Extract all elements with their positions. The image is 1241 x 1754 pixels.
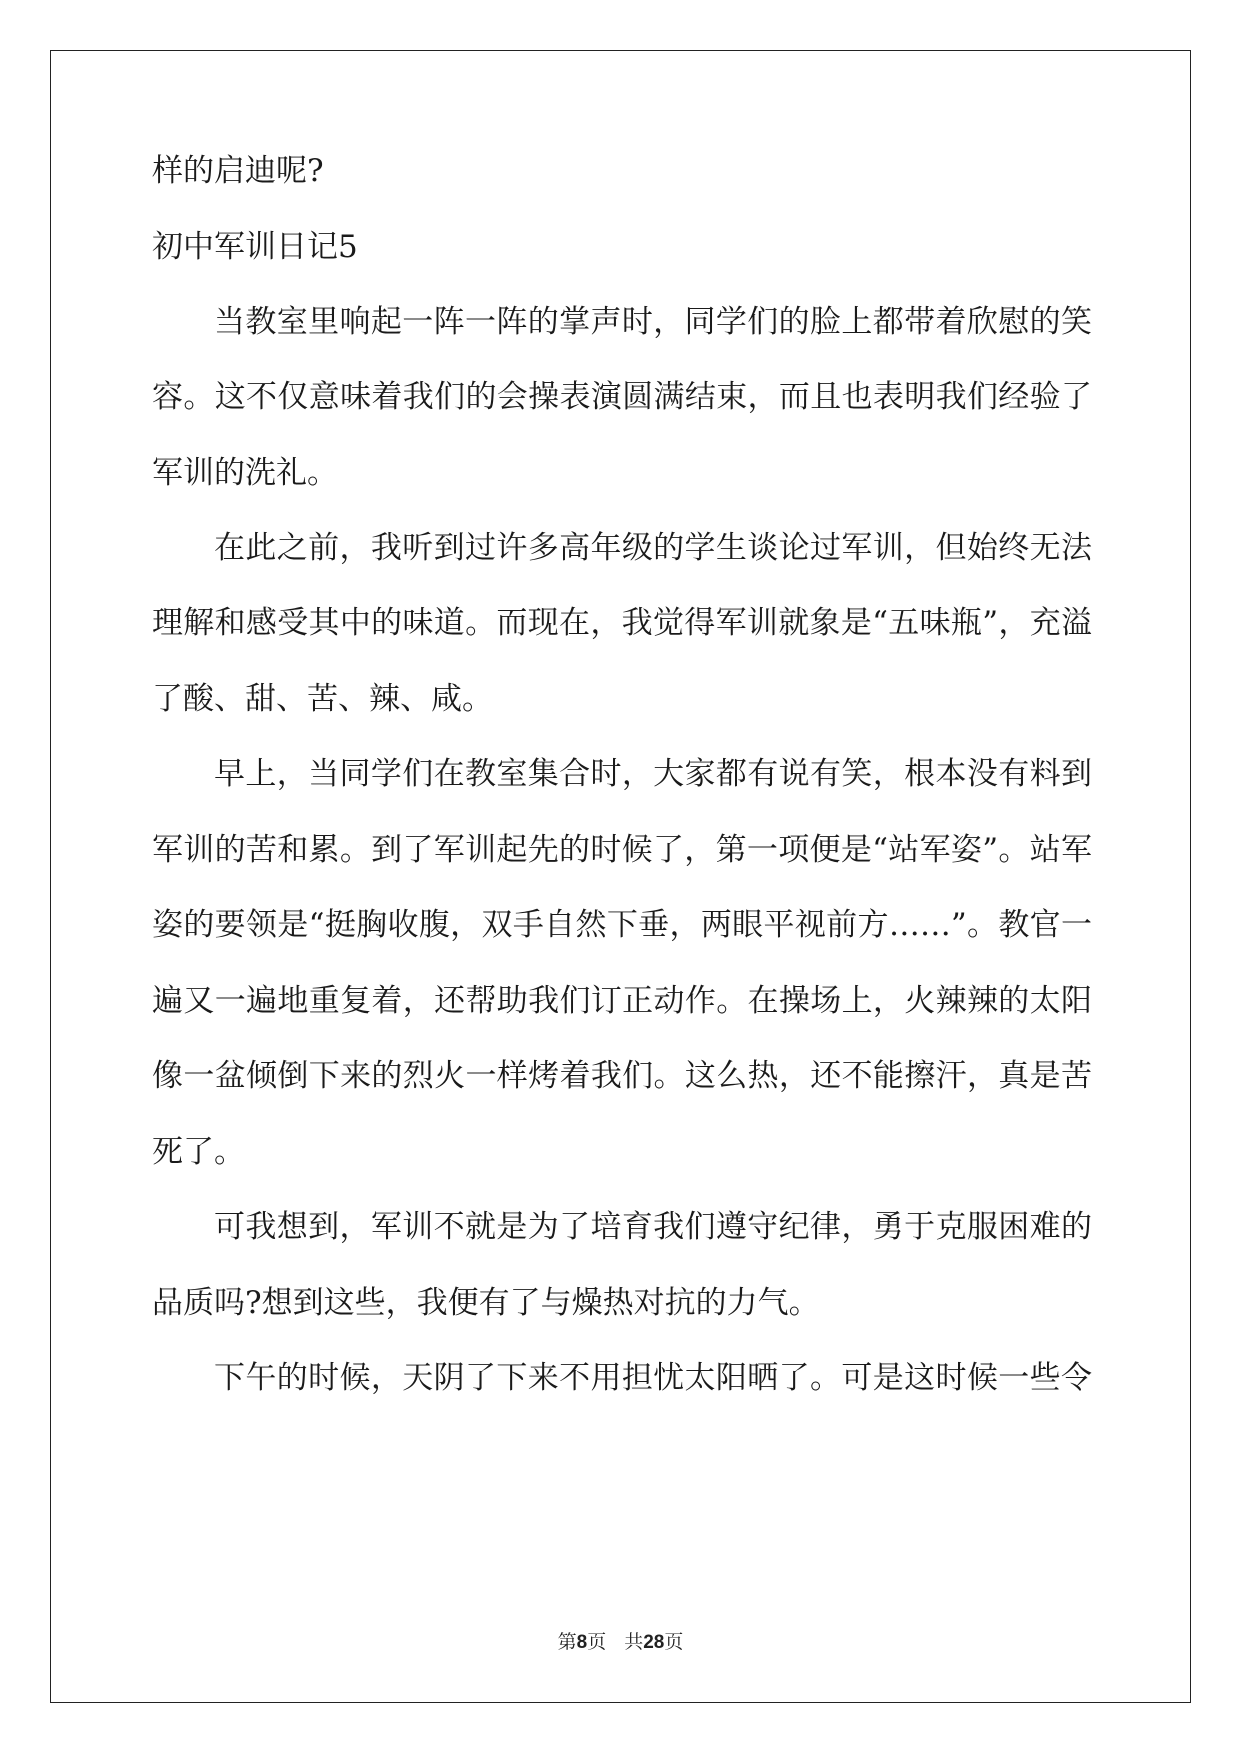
paragraph-line: 在此之前，我听到过许多高年级的学生谈论过军训，但始终无法 [214,530,1092,566]
page-number: 8 [576,1632,588,1653]
paragraph-line: 理解和感受其中的味道。而现在，我觉得军训就象是“五味瓶”，充溢 [152,605,1092,641]
paragraph-line: 姿的要领是“挺胸收腹，双手自然下垂，两眼平视前方……”。教官一 [152,907,1092,943]
paragraph-line: 品质吗?想到这些，我便有了与燥热对抗的力气。 [152,1285,820,1321]
section-heading: 初中军训日记5 [152,229,358,265]
paragraph-line: 军训的洗礼。 [152,455,338,491]
paragraph-line: 了酸、甜、苦、辣、咸。 [152,681,493,717]
page-border [50,50,1191,1703]
page-footer [0,1630,1241,1655]
paragraph-line: 死了。 [152,1134,245,1170]
total-prefix: 共 [624,1631,644,1653]
paragraph-line: 军训的苦和累。到了军训起先的时候了，第一项便是“站军姿”。站军 [152,832,1092,868]
paragraph-line: 下午的时候，天阴了下来不用担忧太阳晒了。可是这时候一些令 [214,1360,1092,1396]
text-line: 样的启迪呢? [152,153,324,189]
paragraph-line: 容。这不仅意味着我们的会操表演圆满结束，而且也表明我们经验了 [152,379,1092,415]
total-pages: 28 [643,1632,665,1653]
page-suffix: 页 [587,1631,607,1653]
total-suffix: 页 [664,1631,684,1653]
paragraph-line: 早上，当同学们在教室集合时，大家都有说有笑，根本没有料到 [214,756,1092,792]
paragraph-line: 可我想到，军训不就是为了培育我们遵守纪律，勇于克服困难的 [214,1209,1092,1245]
paragraph-line: 像一盆倾倒下来的烈火一样烤着我们。这么热，还不能擦汗，真是苦 [152,1058,1092,1094]
page-prefix: 第 [557,1631,577,1653]
paragraph-line: 遍又一遍地重复着，还帮助我们订正动作。在操场上，火辣辣的太阳 [152,983,1092,1019]
paragraph-line: 当教室里响起一阵一阵的掌声时，同学们的脸上都带着欣慰的笑 [214,304,1092,340]
